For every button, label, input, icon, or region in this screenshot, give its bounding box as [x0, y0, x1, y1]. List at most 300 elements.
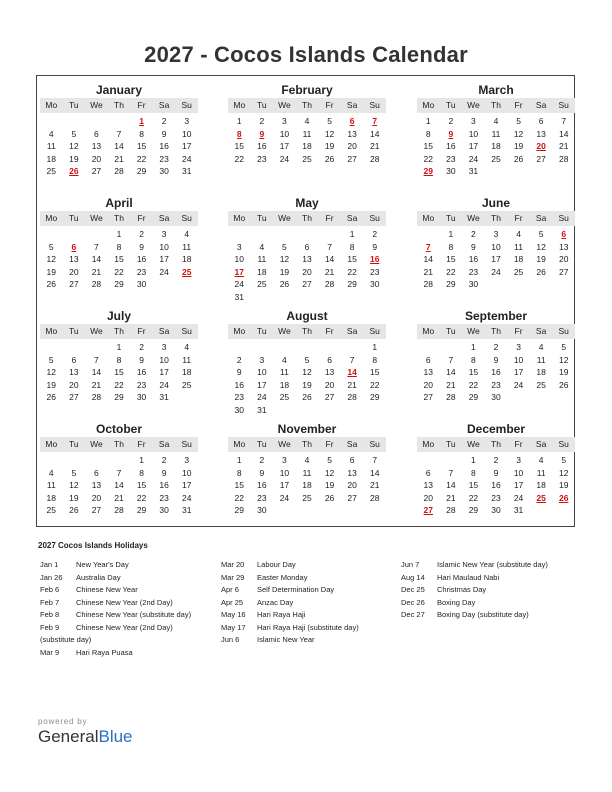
day-cell: 27	[558, 266, 569, 277]
day-cell: 7	[94, 241, 99, 252]
day-cell: 8	[425, 128, 431, 139]
weekday-label: We	[278, 100, 291, 110]
day-cell: 14	[446, 367, 456, 378]
day-cell: 9	[259, 467, 265, 478]
holiday-date: Jan 1	[40, 560, 59, 569]
day-cell: 2	[448, 116, 454, 126]
day-cell: 29	[446, 279, 456, 290]
day-cell: 14	[446, 480, 456, 491]
generalblue-logo[interactable]	[38, 727, 133, 747]
day-cell: 13	[423, 480, 434, 491]
day-cell: 25	[536, 379, 546, 390]
day-cell: 22	[136, 153, 147, 164]
day-cell: 12	[69, 141, 79, 152]
day-cell: 19	[69, 492, 79, 503]
holiday-item	[401, 609, 548, 622]
day-cell: 5	[71, 128, 77, 139]
holiday-date: Aug 14	[401, 572, 425, 582]
day-cell: 20	[69, 266, 79, 277]
day-cell: 29	[347, 279, 357, 290]
calendar-frame	[36, 75, 575, 527]
day-cell: 28	[324, 279, 335, 290]
holiday-item	[40, 597, 191, 610]
day-cell: 1	[236, 116, 242, 126]
weekday-label: Sa	[346, 100, 358, 110]
day-cell: 15	[114, 254, 124, 265]
day-cell: 24	[513, 492, 524, 503]
day-cell: 21	[446, 492, 456, 503]
day-cell: 19	[513, 141, 524, 152]
day-cell: 21	[114, 492, 124, 503]
month-march	[417, 82, 575, 178]
day-cell: 25	[302, 492, 312, 503]
day-cell: 20	[558, 254, 569, 265]
empty-cell	[85, 115, 108, 128]
day-cell: 10	[159, 241, 169, 252]
day-cell: 2	[493, 342, 499, 352]
day-cell: 17	[257, 379, 267, 390]
empty-cell	[296, 228, 319, 241]
weekday-header	[228, 324, 386, 339]
holiday-name: Hari Raya Haji	[257, 610, 306, 619]
holiday-name: Chinese New Year (2nd Day)	[76, 622, 173, 632]
day-cell: 21	[423, 266, 434, 277]
month-february	[228, 82, 386, 165]
weekday-label: Tu	[446, 326, 456, 336]
day-cell: 19	[558, 480, 569, 491]
day-cell: 24	[181, 153, 192, 164]
day-cell: 3	[471, 116, 476, 126]
day-cell: 17	[159, 254, 169, 265]
day-cell: 12	[69, 480, 79, 491]
weekday-label: Sa	[535, 326, 547, 336]
day-cell: 30	[446, 166, 456, 177]
day-cell: 12	[558, 354, 569, 365]
weekday-label: Tu	[257, 213, 267, 223]
day-cell: 30	[491, 505, 501, 516]
day-cell: 22	[234, 153, 245, 164]
day-cell: 25	[181, 379, 192, 390]
day-cell: 23	[159, 153, 169, 164]
day-cell: 2	[139, 342, 144, 352]
day-cell: 9	[493, 467, 499, 478]
day-cell: 25	[279, 392, 290, 403]
day-cell: 22	[234, 492, 245, 503]
day-cell: 21	[558, 141, 569, 152]
day-cell: 8	[139, 128, 144, 139]
day-cell: 18	[513, 254, 524, 265]
day-grid	[40, 228, 198, 291]
day-cell: 31	[257, 404, 267, 415]
weekday-label: Fr	[137, 326, 146, 336]
month-september	[417, 308, 575, 404]
weekday-label: Tu	[446, 100, 456, 110]
month-name: May	[295, 196, 319, 210]
weekday-label: We	[467, 326, 480, 336]
month-april	[40, 195, 198, 291]
day-cell: 17	[181, 480, 192, 491]
day-cell: 17	[513, 367, 524, 378]
weekday-label: Tu	[257, 439, 267, 449]
day-cell: 21	[446, 379, 456, 390]
weekday-label: Sa	[535, 439, 547, 449]
empty-cell	[417, 454, 440, 467]
day-cell: 13	[423, 367, 434, 378]
day-cell: 8	[116, 241, 122, 252]
empty-cell	[273, 228, 296, 241]
day-cell: 8	[471, 467, 476, 478]
day-cell: 4	[282, 354, 287, 365]
day-cell: 29	[369, 392, 380, 403]
day-cell: 1	[471, 342, 476, 352]
day-cell: 16	[136, 254, 147, 265]
day-cell: 31	[234, 291, 245, 302]
holiday-item	[401, 559, 548, 572]
holiday-name: Chinese New Year	[76, 585, 138, 594]
weekday-label: We	[467, 213, 480, 223]
day-cell: 28	[114, 505, 124, 516]
day-cell: 9	[161, 467, 167, 478]
weekday-label: Mo	[422, 100, 435, 110]
day-grid	[417, 228, 575, 291]
day-cell: 3	[161, 229, 167, 239]
empty-cell	[440, 341, 463, 354]
day-cell: 19	[46, 379, 57, 390]
holiday-date: May 17	[221, 622, 246, 632]
day-cell: 1	[116, 229, 122, 239]
day-cell: 27	[423, 392, 434, 403]
empty-cell	[63, 115, 86, 128]
weekday-label: Su	[369, 439, 380, 449]
weekday-label: We	[278, 213, 291, 223]
holiday-date: Apr 6	[221, 585, 239, 594]
holiday-item	[40, 559, 191, 572]
holiday-date: Mar 20	[221, 560, 245, 569]
day-cell: 6	[94, 467, 99, 478]
weekday-label: Th	[114, 439, 124, 449]
day-cell: 29	[468, 505, 479, 516]
empty-cell	[108, 454, 131, 467]
day-cell: 5	[327, 116, 332, 126]
day-cell: 22	[347, 266, 357, 277]
day-cell: 21	[114, 153, 124, 164]
day-cell: 30	[257, 505, 267, 516]
day-cell: 7	[448, 467, 454, 478]
day-cell: 3	[184, 116, 190, 126]
day-cell: 31	[513, 505, 524, 516]
day-cell: 12	[279, 254, 290, 265]
day-cell: 16	[468, 254, 479, 265]
day-cell: 4	[538, 342, 544, 352]
day-cell: 7	[116, 128, 122, 139]
holiday-day-cell: 8	[236, 128, 242, 139]
day-cell: 14	[558, 128, 569, 139]
weekday-label: Sa	[158, 439, 170, 449]
holiday-item	[40, 572, 191, 585]
day-cell: 20	[324, 379, 335, 390]
empty-cell	[318, 341, 341, 354]
weekday-label: Tu	[69, 100, 79, 110]
holidays-title: 2027 Cocos Islands Holidays	[38, 541, 148, 550]
day-cell: 22	[114, 379, 124, 390]
day-cell: 25	[491, 153, 501, 164]
weekday-label: Sa	[535, 100, 547, 110]
weekday-label: Tu	[69, 326, 79, 336]
day-grid	[228, 228, 386, 304]
holiday-name: Islamic New Year (substitute day)	[437, 560, 548, 569]
weekday-label: Th	[302, 439, 312, 449]
holiday-name: Easter Monday	[257, 572, 308, 582]
weekday-label: Sa	[535, 213, 547, 223]
day-cell: 3	[184, 455, 190, 465]
day-cell: 6	[538, 116, 544, 126]
day-cell: 13	[91, 480, 102, 491]
holiday-day-cell: 26	[558, 492, 569, 503]
day-cell: 8	[116, 354, 122, 365]
day-cell: 6	[425, 467, 431, 478]
holiday-item	[401, 584, 548, 597]
day-cell: 2	[372, 229, 378, 239]
day-cell: 18	[302, 480, 312, 491]
day-cell: 4	[184, 229, 190, 239]
empty-cell	[108, 115, 131, 128]
weekday-label: Fr	[325, 100, 334, 110]
day-grid	[417, 341, 575, 404]
weekday-label: Su	[558, 213, 569, 223]
day-cell: 1	[116, 342, 122, 352]
weekday-label: Tu	[257, 326, 267, 336]
weekday-label: Su	[181, 100, 192, 110]
day-cell: 8	[236, 467, 242, 478]
weekday-label: Fr	[325, 326, 334, 336]
day-cell: 23	[159, 492, 169, 503]
day-cell: 15	[234, 480, 245, 491]
day-cell: 31	[181, 166, 192, 177]
day-cell: 4	[493, 116, 499, 126]
holiday-date: Apr 25	[221, 597, 244, 607]
day-cell: 12	[324, 467, 335, 478]
day-cell: 19	[536, 254, 546, 265]
day-cell: 28	[446, 505, 456, 516]
weekday-label: We	[90, 100, 103, 110]
weekday-label: Mo	[45, 213, 58, 223]
day-cell: 18	[181, 254, 192, 265]
day-cell: 5	[538, 229, 544, 239]
day-cell: 6	[71, 354, 77, 365]
day-cell: 28	[91, 392, 102, 403]
day-cell: 14	[423, 254, 434, 265]
day-cell: 26	[279, 279, 290, 290]
day-cell: 31	[159, 392, 169, 403]
month-name: September	[464, 309, 528, 323]
day-cell: 1	[139, 455, 144, 465]
empty-cell	[85, 341, 108, 354]
month-december	[417, 421, 575, 517]
day-cell: 18	[46, 492, 57, 503]
day-cell: 9	[372, 241, 378, 252]
day-cell: 25	[46, 505, 57, 516]
day-cell: 22	[369, 379, 380, 390]
day-cell: 4	[304, 455, 310, 465]
weekday-header	[40, 211, 198, 226]
day-grid	[40, 341, 198, 404]
weekday-label: Mo	[422, 326, 435, 336]
day-cell: 12	[46, 367, 57, 378]
month-name: April	[105, 196, 133, 210]
day-cell: 9	[471, 241, 476, 252]
day-cell: 13	[324, 367, 335, 378]
day-cell: 20	[347, 480, 357, 491]
day-cell: 16	[257, 480, 267, 491]
day-cell: 11	[514, 241, 523, 252]
month-name: August	[286, 309, 328, 323]
day-cell: 28	[369, 153, 380, 164]
holiday-name: Chinese New Year (2nd Day)	[76, 597, 173, 607]
day-cell: 20	[423, 379, 434, 390]
day-cell: 15	[468, 480, 479, 491]
day-cell: 7	[94, 354, 99, 365]
day-cell: 3	[259, 354, 265, 365]
weekday-label: Th	[114, 326, 124, 336]
day-cell: 25	[46, 166, 57, 177]
holiday-name: Christmas Day	[437, 585, 487, 594]
day-cell: 13	[69, 254, 79, 265]
day-cell: 13	[536, 128, 546, 139]
day-cell: 7	[349, 354, 355, 365]
day-cell: 22	[136, 492, 147, 503]
holiday-day-cell: 29	[423, 166, 434, 177]
day-cell: 21	[324, 266, 335, 277]
day-cell: 10	[513, 467, 524, 478]
day-cell: 16	[159, 480, 169, 491]
day-cell: 19	[558, 367, 569, 378]
empty-cell	[40, 341, 63, 354]
day-cell: 23	[369, 266, 380, 277]
weekday-label: Tu	[69, 213, 79, 223]
day-cell: 21	[347, 379, 357, 390]
weekday-label: Th	[302, 326, 312, 336]
day-cell: 12	[536, 241, 546, 252]
day-cell: 16	[491, 367, 501, 378]
day-cell: 18	[46, 153, 57, 164]
weekday-label: Tu	[446, 439, 456, 449]
day-cell: 8	[139, 467, 144, 478]
weekday-label: Su	[558, 326, 569, 336]
day-cell: 24	[279, 492, 290, 503]
day-cell: 30	[159, 166, 169, 177]
day-cell: 30	[369, 279, 380, 290]
day-cell: 20	[91, 492, 102, 503]
weekday-label: Su	[181, 326, 192, 336]
day-cell: 10	[159, 354, 169, 365]
day-cell: 2	[161, 455, 167, 465]
weekday-label: We	[90, 326, 103, 336]
day-cell: 6	[94, 128, 99, 139]
day-cell: 26	[324, 492, 335, 503]
day-cell: 28	[347, 392, 357, 403]
day-cell: 23	[446, 153, 456, 164]
empty-cell	[40, 454, 63, 467]
empty-cell	[228, 228, 251, 241]
day-cell: 10	[181, 467, 192, 478]
day-cell: 2	[139, 229, 144, 239]
empty-cell	[318, 228, 341, 241]
holiday-name: Hari Raya Puasa	[76, 647, 133, 657]
empty-cell	[273, 341, 296, 354]
day-cell: 27	[69, 392, 79, 403]
day-cell: 9	[139, 354, 144, 365]
day-cell: 11	[46, 480, 56, 491]
weekday-label: Mo	[45, 326, 58, 336]
day-cell: 17	[279, 141, 290, 152]
holiday-date: Feb 9	[40, 622, 60, 632]
empty-cell	[251, 341, 274, 354]
day-cell: 13	[91, 141, 102, 152]
holiday-item	[221, 634, 359, 647]
day-cell: 11	[46, 141, 56, 152]
weekday-label: Sa	[346, 326, 358, 336]
holiday-item	[401, 597, 548, 610]
weekday-label: We	[90, 439, 103, 449]
day-cell: 18	[536, 367, 546, 378]
day-cell: 24	[234, 279, 245, 290]
day-cell: 28	[91, 279, 102, 290]
day-cell: 30	[136, 279, 147, 290]
holiday-day-cell: 25	[536, 492, 546, 503]
holiday-date: Feb 8	[40, 610, 60, 619]
holiday-day-cell: 9	[259, 128, 265, 139]
day-cell: 28	[446, 392, 456, 403]
empty-cell	[251, 228, 274, 241]
day-cell: 14	[324, 254, 335, 265]
month-name: March	[478, 83, 514, 97]
day-cell: 24	[491, 266, 501, 277]
day-cell: 4	[516, 229, 521, 239]
holiday-date: Feb 6	[40, 585, 60, 594]
day-cell: 5	[71, 467, 77, 478]
day-cell: 23	[468, 266, 479, 277]
weekday-label: Mo	[422, 439, 435, 449]
day-cell: 26	[69, 505, 79, 516]
day-cell: 21	[369, 480, 380, 491]
weekday-label: Fr	[325, 213, 334, 223]
weekday-label: Th	[114, 213, 124, 223]
month-july	[40, 308, 198, 404]
day-cell: 6	[425, 354, 431, 365]
weekday-label: Th	[491, 439, 501, 449]
day-cell: 6	[327, 354, 332, 365]
day-cell: 7	[327, 241, 332, 252]
day-cell: 26	[536, 266, 546, 277]
day-cell: 16	[159, 141, 169, 152]
day-cell: 16	[257, 141, 267, 152]
day-cell: 14	[91, 367, 102, 378]
holiday-day-cell: 17	[234, 266, 245, 277]
weekday-label: Fr	[514, 213, 523, 223]
day-cell: 4	[259, 241, 265, 252]
holiday-item	[221, 584, 359, 597]
empty-cell	[417, 341, 440, 354]
day-grid	[228, 341, 386, 417]
day-cell: 11	[536, 467, 546, 478]
day-cell: 1	[471, 455, 476, 465]
holiday-item	[40, 609, 191, 622]
month-name: January	[95, 83, 143, 97]
day-cell: 17	[279, 480, 290, 491]
weekday-header	[228, 211, 386, 226]
weekday-label: Fr	[137, 439, 146, 449]
holiday-name: Islamic New Year	[257, 635, 315, 644]
